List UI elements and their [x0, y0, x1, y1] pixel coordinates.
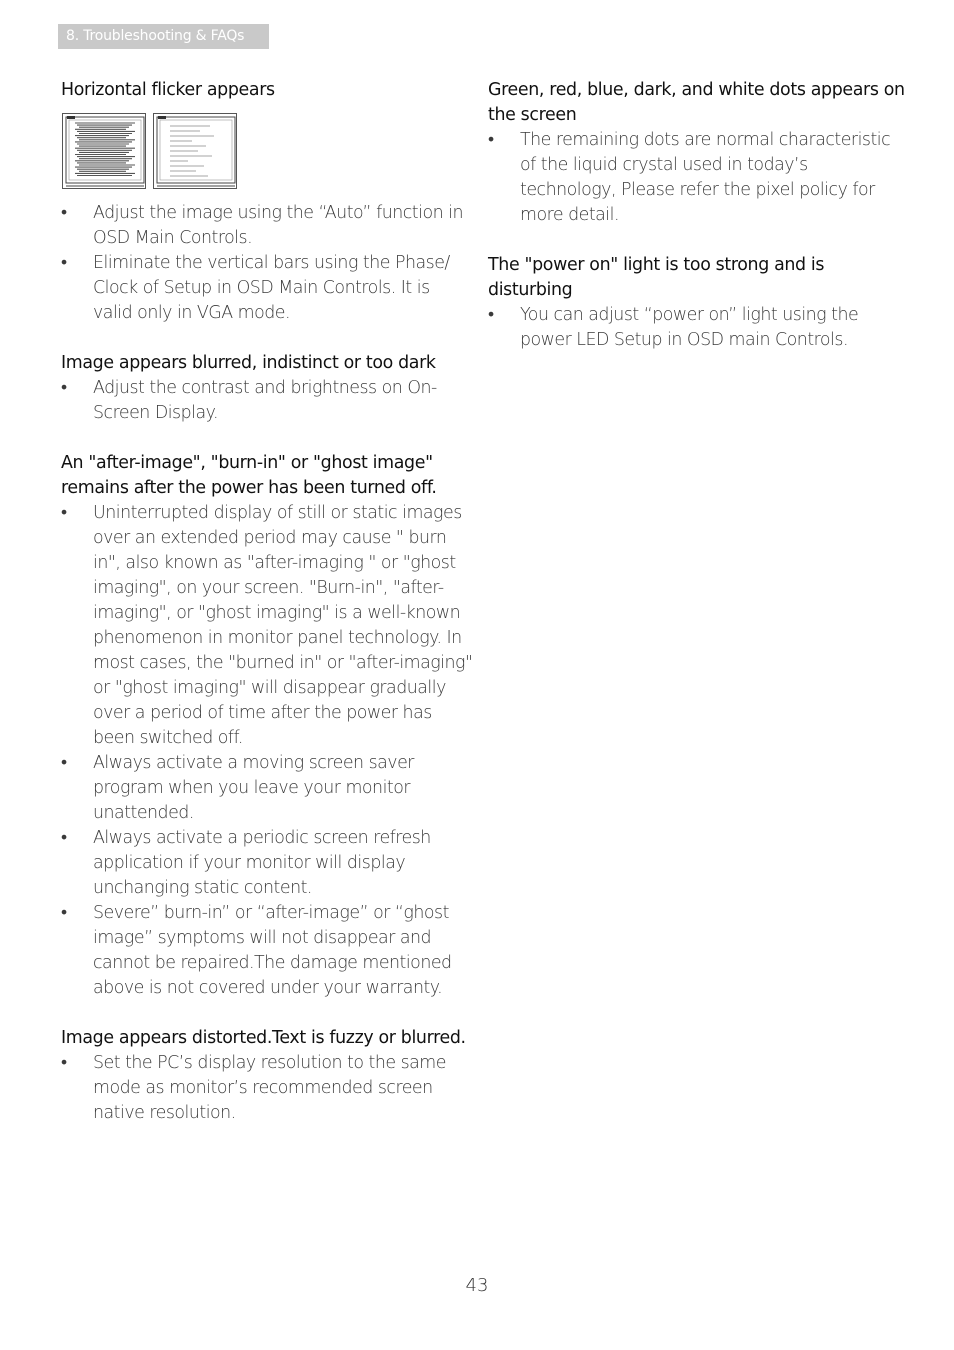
list-item-text: Severe” burn-in” or “after-image” or “ghost image” symptoms will not disappear and cannot be repaired.The damage mentioned above is not covered under your warranty.	[93, 903, 452, 998]
monitor-frame	[157, 117, 235, 183]
bullet-list	[61, 1051, 473, 1126]
right-column	[488, 78, 908, 378]
bullet-icon: •	[61, 1053, 67, 1073]
bullet-icon: •	[61, 753, 67, 773]
faq-heading: Image appears blurred, indistinct or too dark	[61, 353, 436, 373]
list-item-text: Eliminate the vertical bars using the Phase/ Clock of Setup in OSD Main Controls. It is valid only in VGA mode.	[93, 253, 450, 323]
faq-image-distorted	[61, 1026, 473, 1126]
faq-heading: An "after-image", "burn-in" or "ghost image" remains after the power has been turned off.	[61, 453, 437, 498]
monitor-logo-mark	[158, 116, 166, 119]
faq-heading: Image appears distorted.Text is fuzzy or blurred.	[61, 1028, 466, 1048]
list-item	[61, 501, 473, 751]
faq-horizontal-flicker	[61, 78, 473, 326]
flicker-example-images	[62, 113, 473, 191]
list-item	[61, 251, 473, 326]
list-item-text: Always activate a periodic screen refresh application if your monitor will display unchanging static content.	[93, 828, 431, 898]
bullet-icon: •	[61, 203, 67, 223]
faq-power-light	[488, 253, 908, 353]
bullet-icon: •	[488, 130, 494, 150]
list-item	[61, 1051, 473, 1126]
flicker-after-image	[153, 113, 237, 189]
list-item-text: Adjust the image using the “Auto” function in OSD Main Controls.	[93, 203, 464, 248]
list-item	[488, 128, 908, 228]
list-item-text: You can adjust “power on” light using the power LED Setup in OSD main Controls.	[520, 305, 859, 350]
list-item	[61, 376, 473, 426]
list-item-text: Uninterrupted display of still or static images over an extended period may cause " burn in", also known as "after-imaging " or "ghost imaging", on your screen. "Burn-in", "after-imaging", or "ghost imaging" is a well-known phenomenon in monitor panel technology. In most cases, the "burned in" or "after-imaging" or "ghost imaging" will disappear gradually over a period of time after the power has been switched off.	[93, 503, 473, 748]
bullet-icon: •	[61, 503, 67, 523]
faq-image-blurred	[61, 351, 473, 426]
flicker-before-image	[62, 113, 146, 189]
section-tab: 8. Troubleshooting & FAQs	[58, 24, 269, 49]
bullet-list	[61, 501, 473, 1001]
left-column	[61, 78, 473, 1151]
faq-heading: Horizontal flicker appears	[61, 80, 275, 100]
list-item	[61, 901, 473, 1001]
list-item	[61, 201, 473, 251]
bullet-icon: •	[61, 378, 67, 398]
list-item-text: Always activate a moving screen saver program when you leave your monitor unattended.	[93, 753, 414, 823]
list-item-text: The remaining dots are normal characteristic of the liquid crystal used in today’s technology, Please refer the pixel policy for more detail.	[520, 130, 891, 225]
faq-heading: The "power on" light is too strong and is disturbing	[488, 255, 825, 300]
faq-heading: Green, red, blue, dark, and white dots appears on the screen	[488, 80, 905, 125]
monitor-logo-mark	[67, 116, 75, 119]
page-number: 43	[465, 1275, 489, 1296]
bullet-list	[61, 201, 473, 326]
list-item	[488, 303, 908, 353]
bullet-list	[61, 376, 473, 426]
list-item	[61, 826, 473, 901]
faq-dots	[488, 78, 908, 228]
list-item-text: Adjust the contrast and brightness on On-Screen Display.	[93, 378, 437, 423]
bullet-list	[488, 303, 908, 353]
faq-after-image	[61, 451, 473, 1001]
bullet-icon: •	[488, 305, 494, 325]
list-item-text: Set the PC’s display resolution to the same mode as monitor’s recommended screen native resolution.	[93, 1053, 446, 1123]
list-item	[61, 751, 473, 826]
bullet-icon: •	[61, 828, 67, 848]
bullet-icon: •	[61, 253, 67, 273]
bullet-list	[488, 128, 908, 228]
bullet-icon: •	[61, 903, 67, 923]
